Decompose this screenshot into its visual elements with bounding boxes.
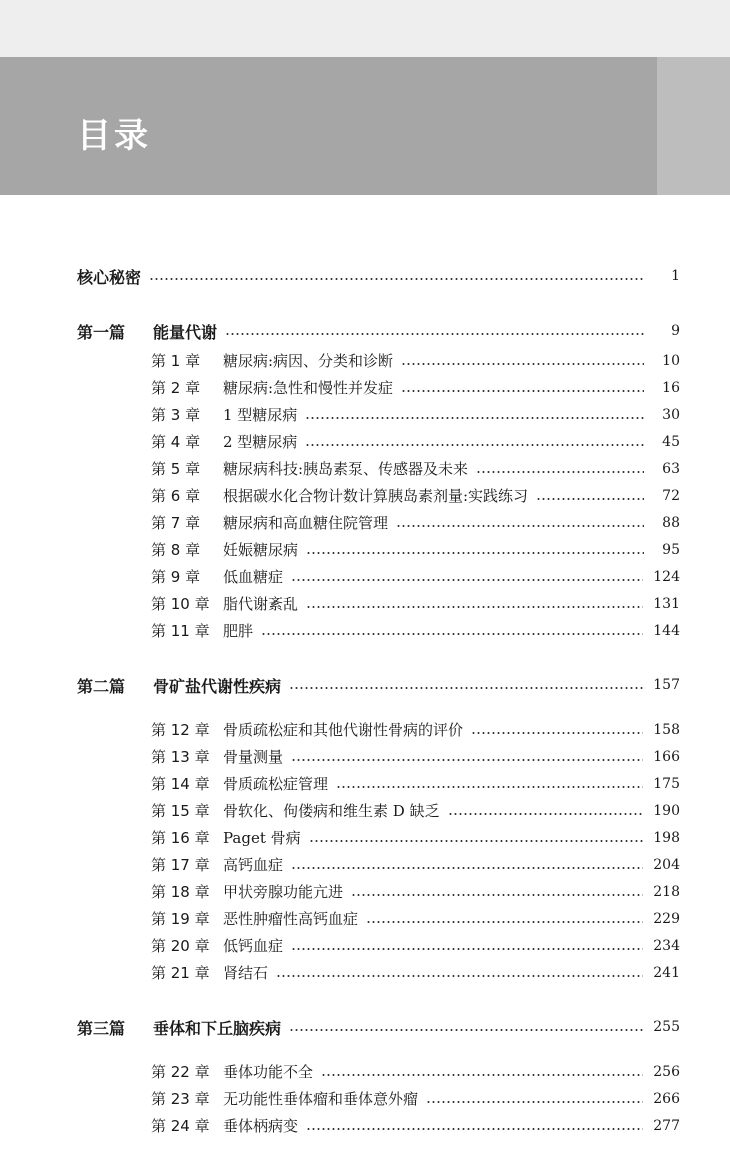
page-number: 10: [662, 352, 680, 369]
toc-chapter[interactable]: [0, 509, 730, 536]
dot-leader: [536, 498, 644, 500]
page-number: 124: [653, 568, 680, 585]
chapter-title: 骨量测量: [223, 748, 284, 766]
chapter-label: 第 9 章: [151, 568, 201, 586]
toc-chapter[interactable]: [0, 743, 730, 770]
dot-leader: [149, 278, 644, 280]
page-number: 144: [653, 622, 680, 639]
toc-chapter[interactable]: [0, 482, 730, 509]
toc-chapter[interactable]: [0, 347, 730, 374]
chapter-label: 第 7 章: [151, 514, 201, 532]
dot-leader: [321, 1074, 643, 1076]
chapter-title: 1 型糖尿病: [223, 406, 298, 424]
toc-chapter[interactable]: [0, 374, 730, 401]
chapter-label: 第 6 章: [151, 487, 201, 505]
part-title: 垂体和下丘脑疾病: [153, 1018, 282, 1038]
page-number: 166: [653, 748, 680, 765]
page-number: 88: [662, 514, 680, 531]
toc-chapter[interactable]: [0, 851, 730, 878]
toc-chapter[interactable]: [0, 455, 730, 482]
dot-leader: [401, 390, 644, 392]
dot-leader: [336, 786, 643, 788]
chapter-title: 糖尿病和高血糖住院管理: [223, 514, 389, 532]
dot-leader: [306, 606, 643, 608]
toc-chapter[interactable]: [0, 428, 730, 455]
page-number: 175: [653, 775, 680, 792]
chapter-title: 妊娠糖尿病: [223, 541, 299, 559]
part-gap: [0, 699, 730, 716]
chapter-label: 第 12 章: [151, 721, 210, 739]
dot-leader: [471, 732, 643, 734]
part-label: 第一篇: [77, 322, 126, 342]
chapter-title: 骨质疏松症和其他代谢性骨病的评价: [223, 721, 464, 739]
toc-chapter[interactable]: [0, 716, 730, 743]
chapter-label: 第 3 章: [151, 406, 201, 424]
chapter-title: 糖尿病:病因、分类和诊断: [223, 352, 394, 370]
entry-title: 核心秘密: [77, 267, 142, 287]
chapter-title: 根据碳水化合物计数计算胰岛素剂量:实践练习: [223, 487, 529, 505]
chapter-title: 糖尿病:急性和慢性并发症: [223, 379, 394, 397]
dot-leader: [291, 579, 643, 581]
dot-leader: [426, 1101, 643, 1103]
page-number: 204: [653, 856, 680, 873]
chapter-title: Paget 骨病: [223, 829, 301, 847]
chapter-label: 第 19 章: [151, 910, 210, 928]
chapter-title: 低血糖症: [223, 568, 284, 586]
page-number: 229: [653, 910, 680, 927]
part-title: 骨矿盐代谢性疾病: [153, 676, 282, 696]
toc-chapter[interactable]: [0, 1085, 730, 1112]
dot-leader: [306, 1128, 643, 1130]
dot-leader: [291, 759, 643, 761]
chapter-label: 第 14 章: [151, 775, 210, 793]
table-of-contents: [0, 262, 730, 1139]
chapter-title: 恶性肿瘤性高钙血症: [223, 910, 359, 928]
chapter-label: 第 11 章: [151, 622, 210, 640]
section-gap: [0, 290, 730, 317]
parts-list: [0, 290, 730, 1139]
toc-part-2[interactable]: [0, 671, 730, 699]
section-gap: [0, 986, 730, 1013]
page-number: 241: [653, 964, 680, 981]
toc-entry-core-secrets[interactable]: [0, 262, 730, 290]
toc-chapter[interactable]: [0, 797, 730, 824]
chapter-label: 第 1 章: [151, 352, 201, 370]
chapter-label: 第 23 章: [151, 1090, 210, 1108]
dot-leader: [289, 687, 643, 689]
page-number: 255: [653, 1019, 680, 1035]
chapter-title: 糖尿病科技:胰岛素泵、传感器及未来: [223, 460, 469, 478]
toc-chapter[interactable]: [0, 770, 730, 797]
page-number: 266: [653, 1090, 680, 1107]
chapter-label: 第 20 章: [151, 937, 210, 955]
part-label: 第二篇: [77, 676, 126, 696]
page-number: 190: [653, 802, 680, 819]
top-strip: [0, 0, 730, 57]
chapter-label: 第 17 章: [151, 856, 210, 874]
toc-chapter[interactable]: [0, 563, 730, 590]
page-number: 218: [653, 883, 680, 900]
page-number: 234: [653, 937, 680, 954]
toc-chapter[interactable]: [0, 878, 730, 905]
banner-tab: [657, 57, 730, 195]
chapter-label: 第 22 章: [151, 1063, 210, 1081]
chapter-label: 第 16 章: [151, 829, 210, 847]
page-number: 277: [653, 1117, 680, 1134]
chapter-title: 骨软化、佝偻病和维生素 D 缺乏: [223, 802, 440, 820]
dot-leader: [396, 525, 644, 527]
toc-chapter[interactable]: [0, 905, 730, 932]
toc-chapter[interactable]: [0, 401, 730, 428]
page-number: 1: [671, 268, 680, 284]
chapter-title: 2 型糖尿病: [223, 433, 298, 451]
dot-leader: [261, 633, 643, 635]
page-number: 16: [662, 379, 680, 396]
chapter-title: 低钙血症: [223, 937, 284, 955]
dot-leader: [305, 444, 644, 446]
toc-chapter[interactable]: [0, 959, 730, 986]
page-number: 63: [662, 460, 680, 477]
dot-leader: [291, 948, 643, 950]
chapter-label: 第 15 章: [151, 802, 210, 820]
chapter-label: 第 4 章: [151, 433, 201, 451]
dot-leader: [366, 921, 643, 923]
chapter-label: 第 24 章: [151, 1117, 210, 1135]
dot-leader: [448, 813, 644, 815]
chapter-title: 骨质疏松症管理: [223, 775, 329, 793]
chapter-title: 甲状旁腺功能亢进: [223, 883, 344, 901]
toc-chapter[interactable]: [0, 536, 730, 563]
toc-part-1[interactable]: [0, 317, 730, 345]
page-number: 30: [662, 406, 680, 423]
dot-leader: [401, 363, 644, 365]
page-number: 256: [653, 1063, 680, 1080]
chapter-title: 无功能性垂体瘤和垂体意外瘤: [223, 1090, 419, 1108]
page-number: 9: [671, 323, 680, 339]
toc-chapter[interactable]: [0, 824, 730, 851]
dot-leader: [305, 417, 644, 419]
dot-leader: [289, 1029, 643, 1031]
chapter-title: 脂代谢紊乱: [223, 595, 299, 613]
toc-chapter[interactable]: [0, 1112, 730, 1139]
toc-chapter[interactable]: [0, 590, 730, 617]
toc-chapter[interactable]: [0, 932, 730, 959]
dot-leader: [276, 975, 643, 977]
chapter-label: 第 2 章: [151, 379, 201, 397]
dot-leader: [309, 840, 644, 842]
chapter-label: 第 5 章: [151, 460, 201, 478]
chapter-label: 第 18 章: [151, 883, 210, 901]
toc-part-3[interactable]: [0, 1013, 730, 1041]
section-gap: [0, 644, 730, 671]
toc-chapter[interactable]: [0, 617, 730, 644]
page-number: 157: [653, 677, 680, 693]
part-title: 能量代谢: [153, 322, 218, 342]
page-number: 45: [662, 433, 680, 450]
dot-leader: [306, 552, 644, 554]
page-number: 198: [653, 829, 680, 846]
chapter-title: 垂体柄病变: [223, 1117, 299, 1135]
page-number: 158: [653, 721, 680, 738]
page-number: 72: [662, 487, 680, 504]
part-gap: [0, 1041, 730, 1058]
chapter-label: 第 13 章: [151, 748, 210, 766]
chapter-title: 垂体功能不全: [223, 1063, 314, 1081]
chapter-label: 第 10 章: [151, 595, 210, 613]
page-number: 131: [653, 595, 680, 612]
chapter-title: 肥胖: [223, 622, 254, 640]
page-title: 目录: [77, 116, 151, 156]
dot-leader: [351, 894, 643, 896]
chapter-title: 肾结石: [223, 964, 269, 982]
chapter-label: 第 21 章: [151, 964, 210, 982]
dot-leader: [225, 333, 644, 335]
dot-leader: [291, 867, 643, 869]
part-label: 第三篇: [77, 1018, 126, 1038]
toc-chapter[interactable]: [0, 1058, 730, 1085]
chapter-label: 第 8 章: [151, 541, 201, 559]
chapter-title: 高钙血症: [223, 856, 284, 874]
page-number: 95: [662, 541, 680, 558]
dot-leader: [476, 471, 644, 473]
